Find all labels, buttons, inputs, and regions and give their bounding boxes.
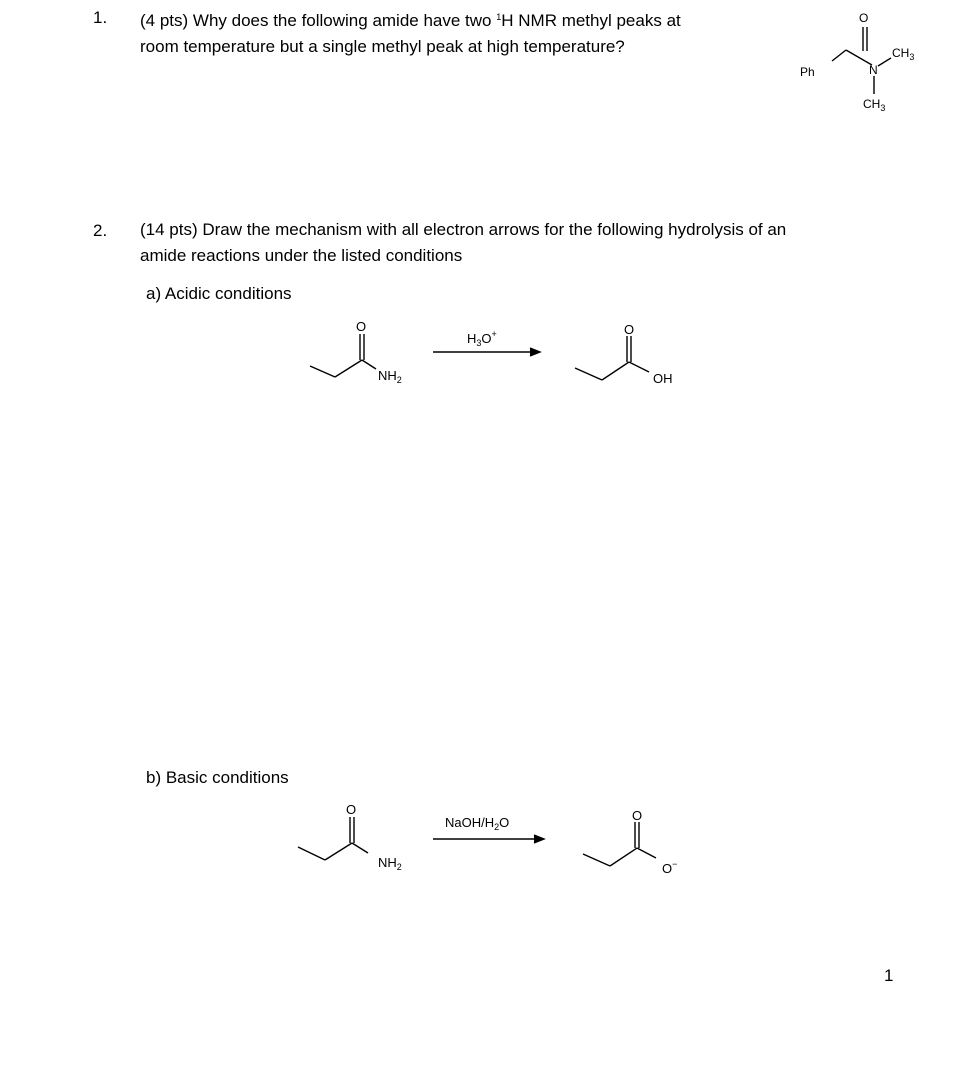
part-a-product-hydroxyl: OH <box>653 371 673 386</box>
part-b-reagent <box>445 815 509 832</box>
part-a-reagent-o: O <box>481 331 492 346</box>
part-a-reagent <box>467 329 497 348</box>
q1-methyl-top-sub: 3 <box>909 52 915 62</box>
q1-methyl-top-ch: CH <box>892 46 910 60</box>
q1-oxygen-label: O <box>859 11 869 25</box>
part-b-product-o: O <box>662 861 673 876</box>
part-b-reagent-o: O <box>499 815 510 830</box>
part-b-reactant-oxygen: O <box>346 802 357 817</box>
question-1-number: 1. <box>93 8 108 27</box>
question-2-text-line2: amide reactions under the listed conditions <box>140 246 463 265</box>
question-2-text <box>140 217 786 269</box>
part-a-reactant-sub: 2 <box>396 375 402 385</box>
q1-methyl-bottom-sub: 3 <box>880 103 886 113</box>
part-a-reagent-sub: 3 <box>476 338 482 348</box>
part-a-reactant-amine <box>378 368 402 385</box>
question-1-superscript: 1 <box>496 12 502 22</box>
part-a-label: a) Acidic conditions <box>146 284 292 303</box>
part-a-reagent-h: H <box>467 331 477 346</box>
q1-phenyl-label: Ph <box>800 65 815 79</box>
q1-methyl-bottom-label <box>863 97 885 113</box>
part-a-reactant-oxygen: O <box>356 319 367 334</box>
part-b-product-oxygen: O <box>632 808 643 823</box>
part-b-reactant-sub: 2 <box>396 862 402 872</box>
question-1-text-a: (4 pts) Why does the following amide have two <box>140 11 497 30</box>
part-a-reagent-charge: + <box>491 329 497 339</box>
question-1-text-line2: room temperature but a single methyl peak at high temperature? <box>140 37 625 56</box>
part-b-reactant-nh: NH <box>378 855 397 870</box>
q1-methyl-bottom-ch: CH <box>863 97 881 111</box>
part-a-product-oxygen: O <box>624 322 635 337</box>
part-a-reactant-nh: NH <box>378 368 397 383</box>
question-1-text <box>140 4 681 60</box>
part-a-reaction <box>300 315 700 395</box>
question-1-text-b: H NMR methyl peaks at <box>501 11 681 30</box>
question-2-number: 2. <box>93 221 108 240</box>
q1-methyl-top-label <box>892 46 914 62</box>
dimethyl-amide-structure <box>790 10 930 120</box>
page-number: 1 <box>884 966 894 985</box>
part-b-label: b) Basic conditions <box>146 768 289 787</box>
part-b-product-charge: − <box>672 859 678 869</box>
part-b-reagent-sub: 2 <box>494 822 500 832</box>
part-b-reagent-main: NaOH/H <box>445 815 495 830</box>
question-2-text-line1: (14 pts) Draw the mechanism with all electron arrows for the following hydrolysis of an <box>140 220 787 239</box>
part-b-reactant-amine <box>378 855 402 872</box>
part-b-reaction <box>290 800 710 880</box>
q1-nitrogen-label: N <box>869 63 878 77</box>
part-b-product-oxide <box>662 859 677 876</box>
